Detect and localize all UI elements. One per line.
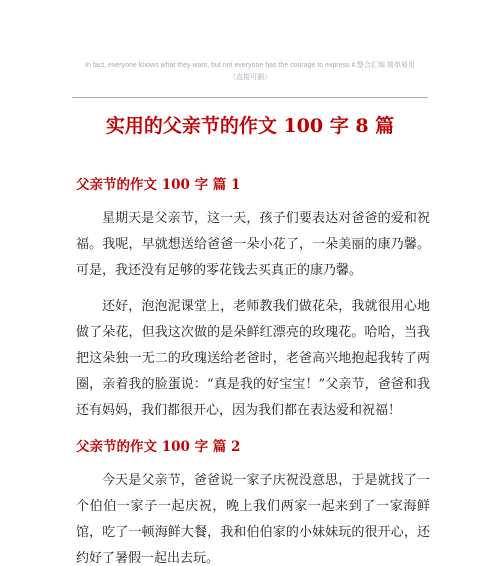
paragraph: 星期天是父亲节，这一天，孩子们要表达对爸爸的爱和祝福。我呢，早就想送给爸爸一朵小花了，一朵美丽的康乃馨。可是，我还没有足够的零花钱去买真正的康乃馨。 [76,211,430,278]
header-note-line: In fact, everyone knows what they want, but not everyone has the courage to express it.整合汇编 简单易用 [85,62,415,69]
document-title: 实用的父亲节的作文 100 字 8 篇 [105,115,395,137]
header-divider [72,97,428,98]
header-note-line: （直接可删） [229,74,271,81]
paragraph: 还好，泡泡泥课堂上，老师教我们做花朵，我就很用心地做了朵花，但我这次做的是朵鲜红漂亮的玫瑰花。哈哈，当我把这朵独一无二的玫瑰送给老爸时，老爸高兴地抱起我转了两圈，亲着我的脸蛋说：“真是我的好宝宝！”父亲节，爸爸和我还有妈妈，我们都很开心，因为我们都在表达爱和祝福！ [76,299,430,418]
header-note [40,60,460,84]
paragraph: 今天是父亲节，爸爸说一家子庆祝没意思，于是就找了一个伯伯一家子一起庆祝，晚上我们两家一起来到了一家海鲜馆，吃了一顿海鲜大餐，我和伯伯家的小妹妹玩的很开心，还约好了暑假一起出去玩。 [76,473,430,566]
section-heading: 父亲节的作文 100 字 篇 1 [76,177,241,193]
section-heading: 父亲节的作文 100 字 篇 2 [76,439,241,455]
